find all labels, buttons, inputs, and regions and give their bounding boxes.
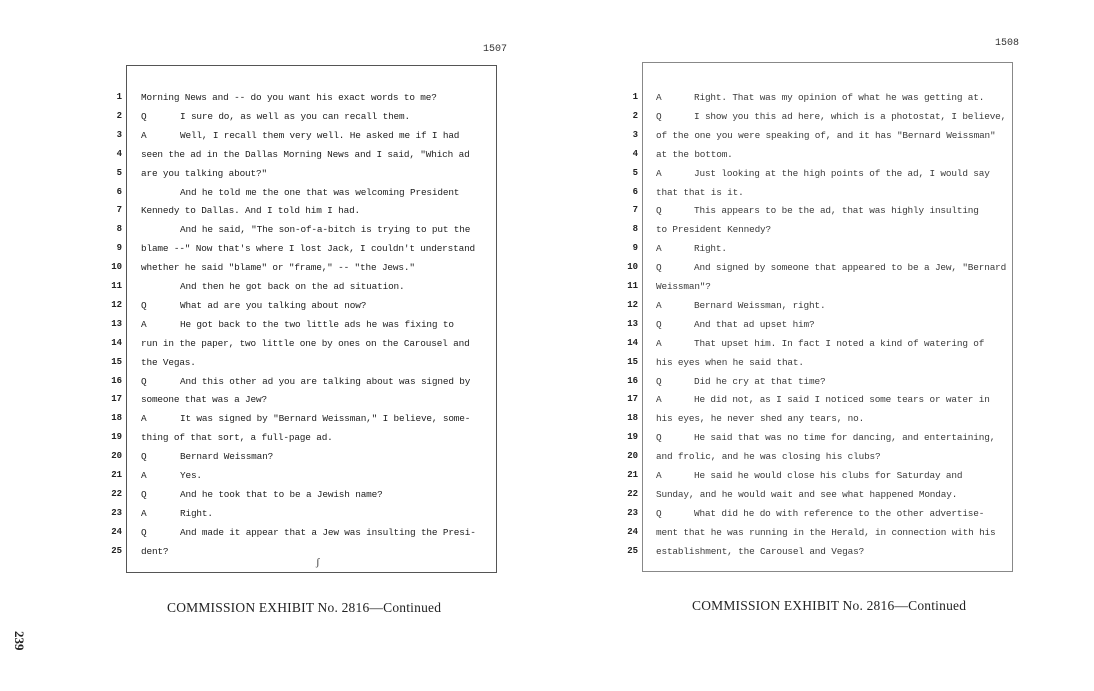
line-number: 18	[111, 413, 122, 424]
transcript-line: It was signed by "Bernard Weissman," I believe, some-	[180, 413, 471, 425]
speaker-label: A	[656, 470, 662, 481]
transcript-line: He said that was no time for dancing, and entertaining,	[694, 432, 996, 444]
speaker-label: A	[141, 507, 147, 519]
speaker-label: Q	[141, 375, 147, 387]
transcript-line: run in the paper, two little one by ones on the Carousel and	[141, 337, 470, 349]
left-handwritten-mark: ʃ	[316, 556, 320, 568]
line-number: 19	[111, 432, 122, 443]
line-number: 5	[116, 167, 122, 178]
transcript-line: Right. That was my opinion of what he was getting at.	[694, 92, 985, 103]
line-number: 9	[116, 243, 122, 254]
line-number: 4	[116, 148, 122, 159]
line-number: 1	[116, 92, 122, 102]
line-number: 20	[111, 451, 122, 462]
transcript-line: ment that he was running in the Herald, in connection with his	[656, 526, 996, 538]
speaker-label: Q	[656, 507, 662, 519]
transcript-line: He did not, as I said I noticed some tears or water in	[694, 394, 990, 406]
line-number: 8	[116, 224, 122, 235]
line-number: 22	[627, 488, 638, 499]
transcript-line: What did he do with reference to the other advertise-	[694, 507, 985, 519]
transcript-line: I show you this ad here, which is a photostat, I believe,	[694, 110, 1007, 122]
line-number: 19	[627, 432, 638, 443]
speaker-label: Q	[656, 318, 662, 330]
line-number: 5	[632, 167, 638, 178]
transcript-line: Bernard Weissman, right.	[694, 299, 826, 311]
line-number: 3	[116, 129, 122, 140]
transcript-line: at the bottom.	[656, 148, 733, 160]
line-number: 23	[627, 507, 638, 518]
speaker-label: Q	[141, 451, 147, 463]
speaker-label: A	[141, 318, 147, 330]
line-number: 2	[632, 110, 638, 121]
speaker-label: A	[656, 337, 662, 349]
transcript-line: seen the ad in the Dallas Morning News and I said, "Which ad	[141, 148, 470, 160]
line-number: 21	[111, 470, 122, 480]
transcript-line: Did he cry at that time?	[694, 375, 826, 387]
transcript-line: blame --" Now that's where I lost Jack, I couldn't understand	[141, 243, 476, 255]
speaker-label: Q	[141, 299, 147, 311]
line-number: 21	[627, 470, 638, 480]
transcript-line: And this other ad you are talking about was signed by	[180, 375, 471, 387]
line-number: 15	[627, 356, 638, 367]
speaker-label: A	[141, 129, 147, 141]
line-number: 12	[111, 299, 122, 310]
line-number: 16	[111, 375, 122, 386]
line-number: 11	[627, 281, 638, 291]
line-number: 13	[111, 318, 122, 329]
transcript-line: And he said, "The son-of-a-bitch is trying to put the	[180, 224, 471, 236]
right-page-number: 1508	[995, 38, 1020, 49]
line-number: 18	[627, 413, 638, 424]
speaker-label: A	[656, 243, 662, 255]
line-number: 11	[111, 281, 122, 291]
transcript-line: Right.	[180, 507, 213, 519]
transcript-line: Bernard Weissman?	[180, 451, 274, 463]
line-number: 7	[632, 205, 638, 216]
transcript-line: And made it appear that a Jew was insulting the Presi-	[180, 526, 476, 538]
line-number: 24	[627, 526, 638, 537]
line-number: 16	[627, 375, 638, 386]
speaker-label: Q	[141, 110, 147, 122]
speaker-label: A	[656, 394, 662, 406]
line-number: 12	[627, 299, 638, 310]
transcript-line: He got back to the two little ads he was fixing to	[180, 318, 454, 330]
speaker-label: Q	[656, 375, 662, 387]
speaker-label: Q	[141, 488, 147, 500]
transcript-line: dent?	[141, 545, 169, 557]
line-number: 10	[111, 262, 122, 273]
line-number: 14	[627, 337, 638, 348]
transcript-line: whether he said "blame" or "frame," -- "the Jews."	[141, 262, 415, 274]
transcript-line: the Vegas.	[141, 356, 196, 368]
transcript-line: What ad are you talking about now?	[180, 299, 367, 311]
speaker-label: Q	[656, 262, 662, 274]
line-number: 14	[111, 337, 122, 348]
speaker-label: A	[656, 167, 662, 179]
transcript-line: are you talking about?"	[141, 167, 267, 179]
transcript-line: Sunday, and he would wait and see what happened Monday.	[656, 488, 958, 500]
transcript-line: to President Kennedy?	[656, 224, 771, 236]
line-number: 3	[632, 129, 638, 140]
speaker-label: A	[141, 413, 147, 425]
transcript-line: And signed by someone that appeared to be a Jew, "Bernard	[694, 262, 1007, 274]
line-number: 2	[116, 110, 122, 121]
transcript-line: He said he would close his clubs for Saturday and	[694, 470, 963, 481]
transcript-line: And then he got back on the ad situation.	[180, 281, 405, 292]
line-number: 6	[116, 186, 122, 197]
transcript-line: that that is it.	[656, 186, 744, 198]
line-number: 25	[627, 545, 638, 556]
left-caption: COMMISSION EXHIBIT No. 2816—Continued	[167, 600, 442, 615]
transcript-line: Yes.	[180, 470, 202, 481]
transcript-line: And he told me the one that was welcoming President	[180, 186, 460, 198]
line-number: 24	[111, 526, 122, 537]
speaker-label: Q	[656, 432, 662, 444]
line-number: 17	[111, 394, 122, 405]
line-number: 23	[111, 507, 122, 518]
transcript-line: his eyes, he never shed any tears, no.	[656, 413, 865, 425]
transcript-line: Weissman"?	[656, 281, 711, 292]
line-number: 17	[627, 394, 638, 405]
transcript-line: and frolic, and he was closing his clubs?	[656, 451, 881, 463]
line-number: 10	[627, 262, 638, 273]
line-number: 7	[116, 205, 122, 216]
transcript-line: his eyes when he said that.	[656, 356, 804, 368]
transcript-line: Kennedy to Dallas. And I told him I had.	[141, 205, 361, 217]
transcript-line: thing of that sort, a full-page ad.	[141, 432, 333, 444]
line-number: 22	[111, 488, 122, 499]
side-page-number: 239	[12, 631, 27, 651]
transcript-line: Well, I recall them very well. He asked me if I had	[180, 129, 460, 141]
transcript-line: establishment, the Carousel and Vegas?	[656, 545, 865, 557]
transcript-line: Right.	[694, 243, 727, 255]
transcript-line: That upset him. In fact I noted a kind of watering of	[694, 337, 985, 349]
transcript-line: And he took that to be a Jewish name?	[180, 488, 383, 500]
transcript-line: This appears to be the ad, that was highly insulting	[694, 205, 979, 217]
transcript-line: I sure do, as well as you can recall them.	[180, 110, 410, 122]
speaker-label: A	[656, 92, 662, 103]
line-number: 6	[632, 186, 638, 197]
left-page-number: 1507	[483, 44, 508, 55]
line-number: 8	[632, 224, 638, 235]
transcript-line: Morning News and -- do you want his exact words to me?	[141, 92, 437, 103]
transcript-line: someone that was a Jew?	[141, 394, 267, 406]
line-number: 25	[111, 545, 122, 556]
right-caption: COMMISSION EXHIBIT No. 2816—Continued	[692, 598, 967, 613]
transcript-line: Just looking at the high points of the ad, I would say	[694, 167, 990, 179]
line-number: 20	[627, 451, 638, 462]
speaker-label: Q	[656, 110, 662, 122]
line-number: 1	[632, 92, 638, 102]
speaker-label: Q	[656, 205, 662, 217]
speaker-label: A	[656, 299, 662, 311]
transcript-line: And that ad upset him?	[694, 318, 815, 330]
line-number: 9	[632, 243, 638, 254]
transcript-line: of the one you were speaking of, and it has "Bernard Weissman"	[656, 129, 996, 141]
speaker-label: Q	[141, 526, 147, 538]
line-number: 4	[632, 148, 638, 159]
line-number: 15	[111, 356, 122, 367]
speaker-label: A	[141, 470, 147, 481]
line-number: 13	[627, 318, 638, 329]
